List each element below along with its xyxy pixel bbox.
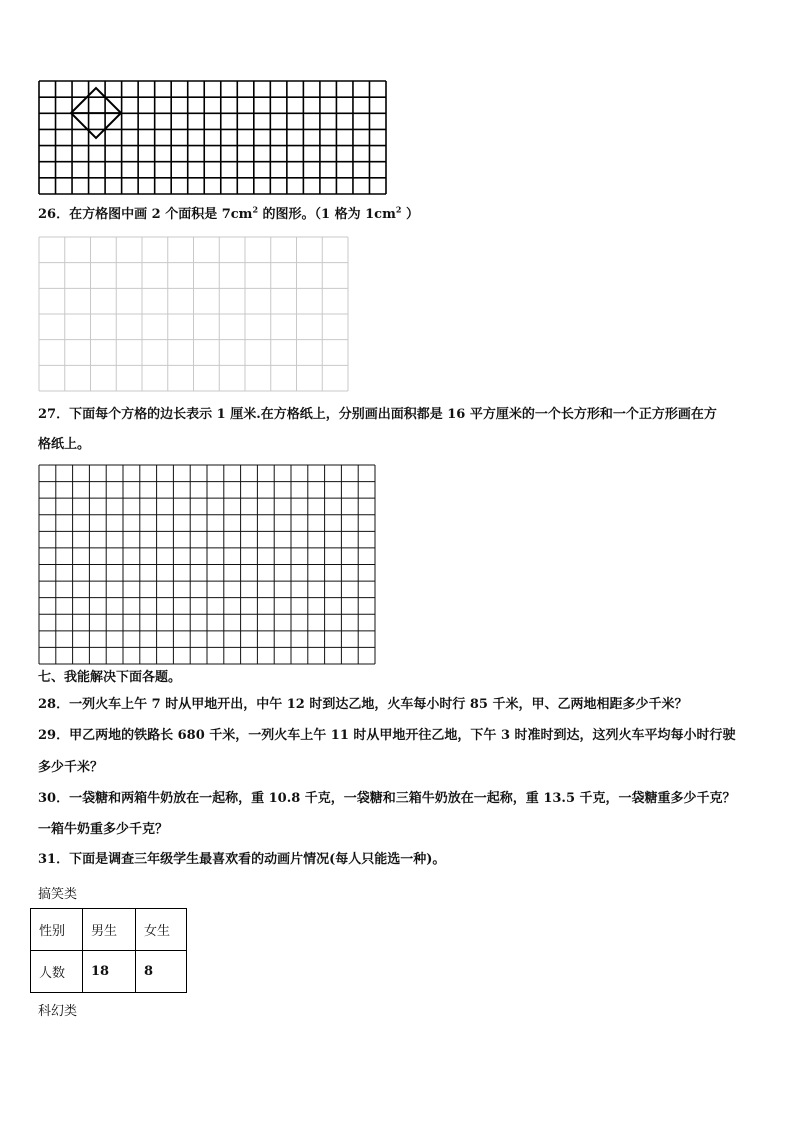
- question-30-line2: 一箱牛奶重多少千克？: [38, 822, 169, 837]
- grid-q26[interactable]: [38, 236, 350, 393]
- q26-text-c: ）: [401, 207, 419, 222]
- q26-sup-b: 2: [395, 204, 402, 215]
- top-grid: [38, 80, 388, 196]
- grid-q27[interactable]: [38, 464, 378, 666]
- category-scifi: 科幻类: [38, 1004, 78, 1019]
- question-27-line2: 格纸上。: [38, 437, 91, 452]
- table-cell: 18: [83, 951, 136, 993]
- section-7-heading: 七、我能解决下面各题。: [38, 670, 182, 685]
- table-row: [31, 909, 187, 951]
- question-28: 28．一列火车上午 7 时从甲地开出，中午 12 时到达乙地，火车每小时行 85 千米，甲、乙两地相距多少千米？: [38, 697, 688, 712]
- table-row: [31, 951, 187, 993]
- question-29-line2: 多少千米？: [38, 760, 104, 775]
- table-cell: 人数: [31, 951, 83, 993]
- question-29-line1: 29．甲乙两地的铁路长 680 千米，一列火车上午 11 时从甲地开往乙地，下午 3 时准时到达，这列火车平均每小时行驶: [38, 728, 736, 743]
- table-header-cell: 女生: [136, 909, 187, 951]
- table-header-cell: 男生: [83, 909, 136, 951]
- question-30-line1: 30．一袋糖和两箱牛奶放在一起称，重 10.8 千克，一袋糖和三箱牛奶放在一起称，重 13.5 千克，一袋糖重多少千克？: [38, 791, 736, 806]
- q26-text-a: 26．在方格图中画 2 个面积是 7cm: [38, 207, 253, 222]
- q26-sup-a: 2: [252, 204, 259, 215]
- question-26: [38, 200, 419, 230]
- table-header-cell: 性别: [31, 909, 83, 951]
- question-31: 31．下面是调查三年级学生最喜欢看的动画片情况(每人只能选一种)。: [38, 852, 446, 867]
- question-27-line1: 27．下面每个方格的边长表示 1 厘米.在方格纸上，分别画出面积都是 16 平方厘米的一个长方形和一个正方形画在方: [38, 407, 717, 422]
- table-cell: 8: [136, 951, 187, 993]
- category-comedy: 搞笑类: [38, 887, 78, 902]
- stats-table: [30, 908, 187, 993]
- q26-text-b: 的图形。（1 格为 1cm: [258, 207, 396, 222]
